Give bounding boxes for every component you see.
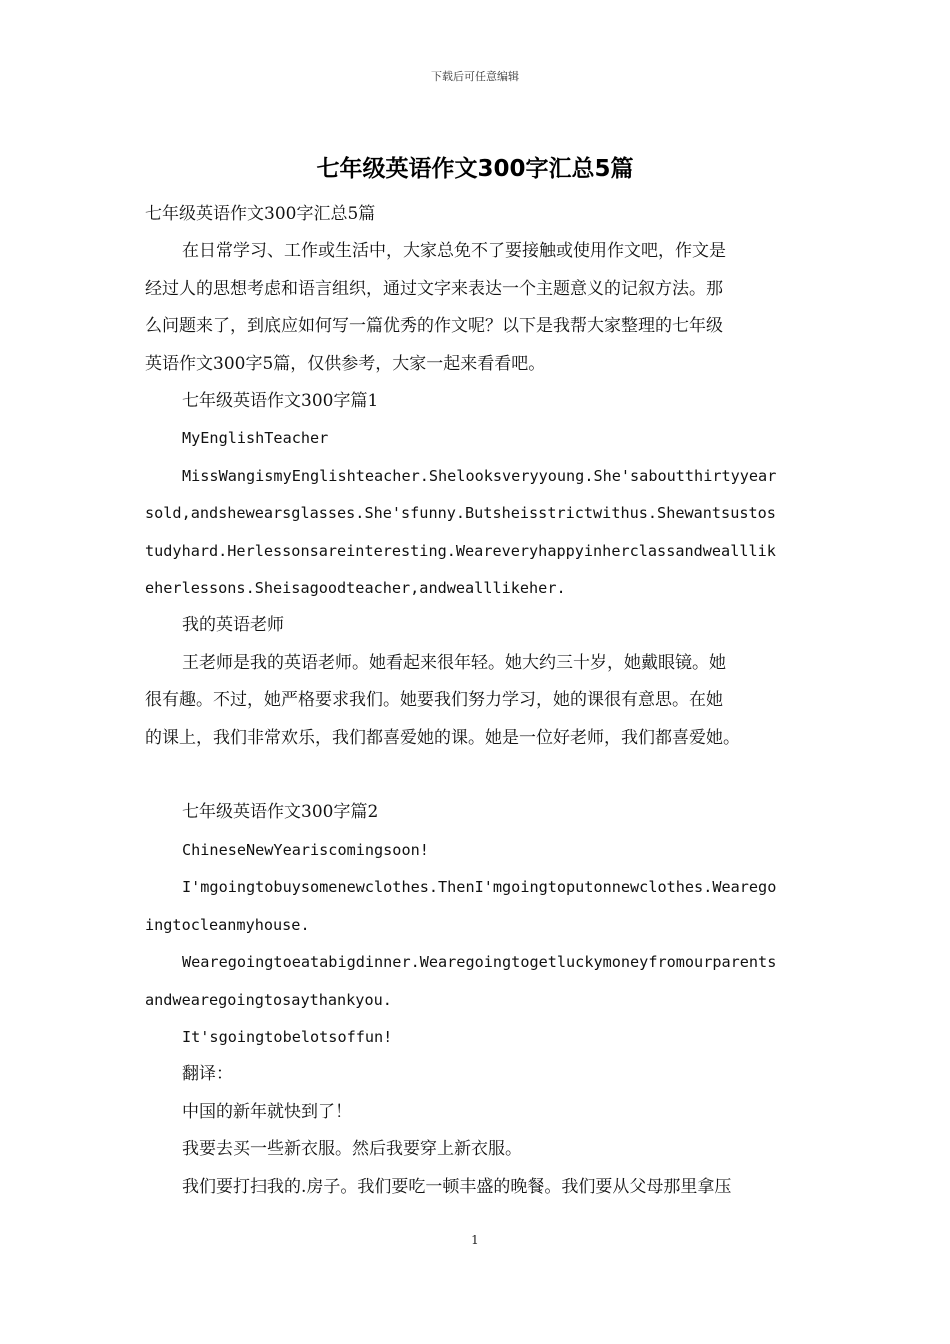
essay-1-line: sold,andshewearsglasses.She'sfunny.Butsheisstrictwithus.Shewantsustos <box>145 504 776 523</box>
translation-2-label: 翻译： <box>182 1064 233 1085</box>
translation-1-title: 我的英语老师 <box>182 615 284 636</box>
section-heading-2: 七年级英语作文300字篇2 <box>182 802 379 823</box>
translation-2-line: 中国的新年就快到了！ <box>182 1101 352 1122</box>
essay-1-line: tudyhard.Herlessonsareinteresting.Weareveryhappyinherclassandwealllik <box>145 541 776 560</box>
essay-2-line: andwearegoingtosaythankyou. <box>145 990 392 1009</box>
section-heading-1: 七年级英语作文300字篇1 <box>182 391 379 412</box>
translation-2-line: 我要去买一些新衣服。然后我要穿上新衣服。 <box>182 1139 522 1160</box>
essay-2-line: Wearegoingtoeatabigdinner.Wearegoingtogetluckymoneyfromourparents <box>182 953 777 972</box>
intro-paragraph-line: 经过人的思想考虑和语言组织，通过文字来表达一个主题意义的记叙方法。那 <box>145 278 723 299</box>
intro-paragraph-line: 英语作文300字5篇，仅供参考，大家一起来看看吧。 <box>145 353 546 374</box>
subtitle-line: 七年级英语作文300字汇总5篇 <box>145 204 376 224</box>
essay-1-title: MyEnglishTeacher <box>182 429 329 448</box>
essay-1-line: MissWangismyEnglishteacher.Shelooksveryyoung.She'saboutthirtyyear <box>182 466 777 485</box>
translation-1-line: 很有趣。不过，她严格要求我们。她要我们努力学习，她的课很有意思。在她 <box>145 690 723 711</box>
essay-2-line: ingtocleanmyhouse. <box>145 915 310 934</box>
document-title: 七年级英语作文300字汇总5篇 <box>316 156 634 182</box>
blank-line <box>145 757 807 794</box>
page-header: 下载后可任意编辑 <box>431 70 519 83</box>
essay-1-line: eherlessons.Sheisagoodteacher,andwealllikeher. <box>145 579 566 598</box>
translation-2-line: 我们要打扫我的.房子。我们要吃一顿丰盛的晚餐。我们要从父母那里拿压 <box>182 1176 732 1197</box>
translation-1-line: 王老师是我的英语老师。她看起来很年轻。她大约三十岁，她戴眼镜。她 <box>182 652 726 673</box>
essay-2-line: ChineseNewYeariscomingsoon! <box>182 840 429 859</box>
intro-paragraph-line: 在日常学习、工作或生活中，大家总免不了要接触或使用作文吧，作文是 <box>182 241 726 262</box>
essay-2-line: I'mgoingtobuysomenewclothes.ThenI'mgoingtoputonnewclothes.Wearego <box>182 878 777 897</box>
document-body <box>145 196 807 1206</box>
intro-paragraph-line: 么问题来了，到底应如何写一篇优秀的作文呢？以下是我帮大家整理的七年级 <box>145 316 723 337</box>
essay-2-line: It'sgoingtobelotsoffun! <box>182 1027 393 1046</box>
translation-1-line: 的课上，我们非常欢乐，我们都喜爱她的课。她是一位好老师，我们都喜爱她。 <box>145 727 740 748</box>
page-number: 1 <box>471 1233 479 1247</box>
